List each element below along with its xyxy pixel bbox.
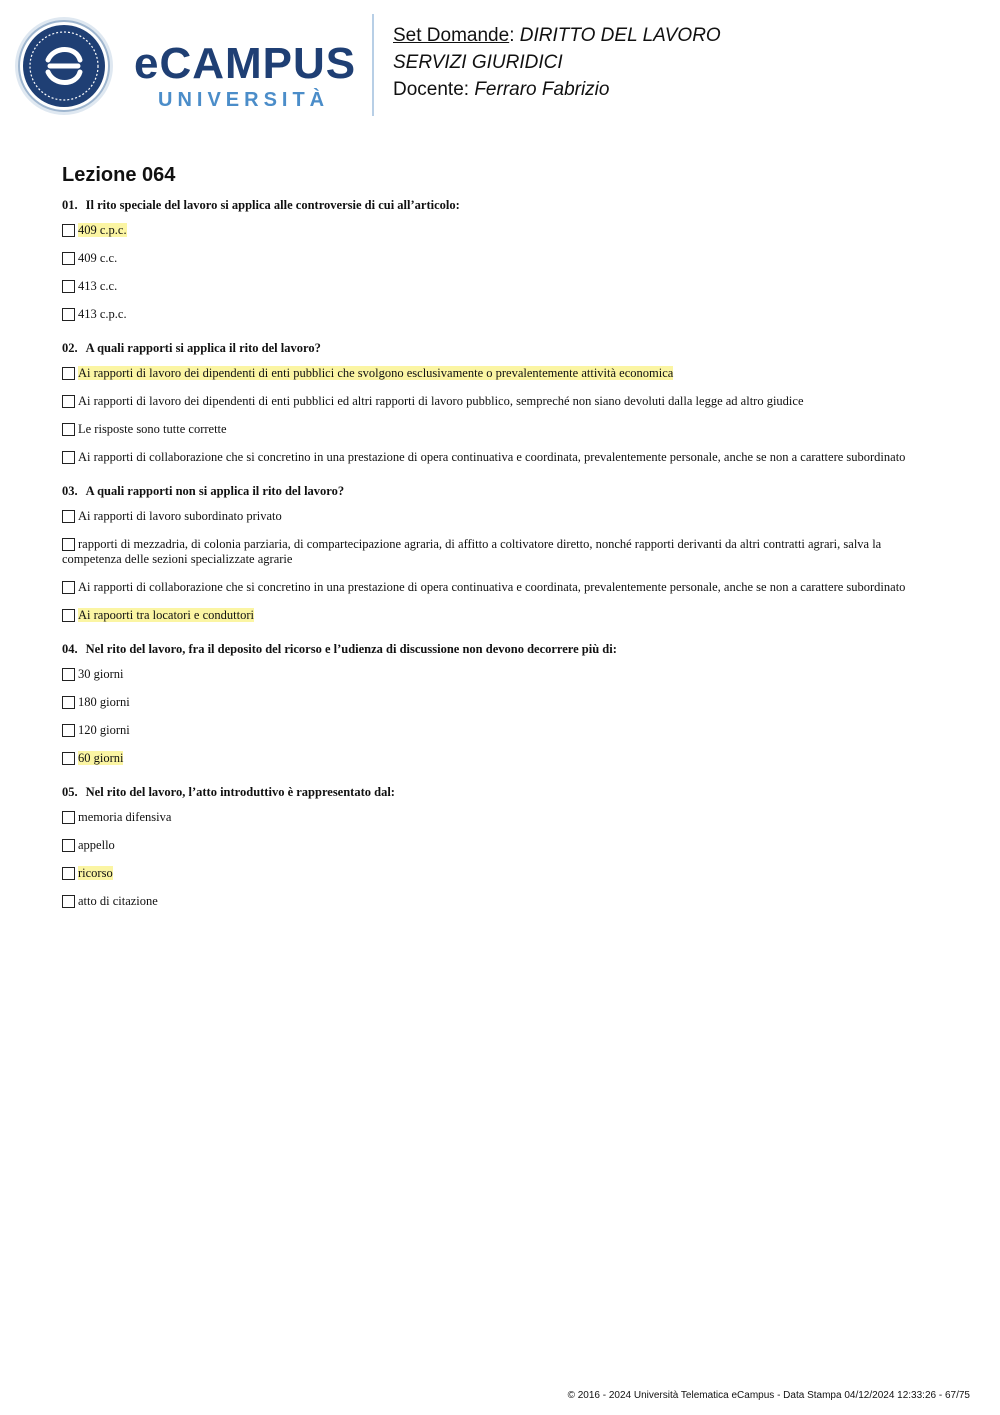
course-line2 bbox=[393, 49, 721, 76]
answer-label: 30 giorni bbox=[78, 667, 124, 681]
answer-label: Le risposte sono tutte corrette bbox=[78, 422, 227, 436]
answer-checkbox[interactable] bbox=[62, 451, 75, 464]
brand-subtitle: UNIVERSITÀ bbox=[158, 89, 330, 111]
question-number: 03. bbox=[62, 484, 78, 498]
page-footer: © 2016 - 2024 Università Telematica eCampus - Data Stampa 04/12/2024 12:33:26 - 67/75 bbox=[567, 1390, 970, 1401]
answer-checkbox[interactable] bbox=[62, 224, 75, 237]
answer-option bbox=[62, 810, 942, 825]
question-number: 04. bbox=[62, 642, 78, 656]
question-text bbox=[62, 483, 942, 499]
header-divider bbox=[372, 14, 374, 116]
question-label: Nel rito del lavoro, fra il deposito del ricorso e l’udienza di discussione non devono decorrere più di: bbox=[85, 642, 617, 656]
answer-checkbox[interactable] bbox=[62, 581, 75, 594]
answer-checkbox[interactable] bbox=[62, 752, 75, 765]
answer-checkbox[interactable] bbox=[62, 367, 75, 380]
answer-label: 413 c.p.c. bbox=[78, 307, 127, 321]
set-label: Set Domande bbox=[393, 25, 510, 46]
question-label: A quali rapporti non si applica il rito del lavoro? bbox=[85, 484, 345, 498]
answer-label: 409 c.p.c. bbox=[78, 223, 127, 237]
answer-option bbox=[62, 667, 942, 682]
answer-label: rapporti di mezzadria, di colonia parziaria, di compartecipazione agraria, di affitto a coltivatore diretto, nonché rapporti derivanti da altri contratti agrari, salva la competenza delle sezioni specializzate agrarie bbox=[62, 537, 882, 566]
answer-label: appello bbox=[78, 838, 115, 852]
answer-option bbox=[62, 509, 942, 524]
answer-checkbox[interactable] bbox=[62, 395, 75, 408]
question bbox=[62, 483, 942, 623]
question bbox=[62, 197, 942, 322]
answer-checkbox[interactable] bbox=[62, 609, 75, 622]
answer-checkbox[interactable] bbox=[62, 867, 75, 880]
answer-label: Ai rapoorti tra locatori e conduttori bbox=[78, 608, 254, 622]
question-label: Il rito speciale del lavoro si applica alle controversie di cui all’articolo: bbox=[85, 198, 460, 212]
answer-checkbox[interactable] bbox=[62, 668, 75, 681]
question-number: 05. bbox=[62, 785, 78, 799]
header-info bbox=[393, 22, 721, 103]
answer-checkbox[interactable] bbox=[62, 538, 75, 551]
question-text bbox=[62, 641, 942, 657]
answer-label: 413 c.c. bbox=[78, 279, 118, 293]
answer-checkbox[interactable] bbox=[62, 724, 75, 737]
answer-label: Ai rapporti di lavoro subordinato privato bbox=[78, 509, 282, 523]
question bbox=[62, 641, 942, 766]
course-name-line2: SERVIZI GIURIDICI bbox=[393, 52, 563, 73]
answer-label: Ai rapporti di collaborazione che si concretino in una prestazione di opera continuativa e coordinata, prevalentemente personale, anche se non a carattere subordinato bbox=[78, 450, 906, 464]
question-number: 01. bbox=[62, 198, 78, 212]
teacher-label: Docente: bbox=[393, 79, 470, 100]
answer-checkbox[interactable] bbox=[62, 308, 75, 321]
answer-checkbox[interactable] bbox=[62, 280, 75, 293]
answer-label: 180 giorni bbox=[78, 695, 130, 709]
answer-option bbox=[62, 251, 942, 266]
brand-name: eCAMPUS bbox=[134, 39, 357, 88]
answer-checkbox[interactable] bbox=[62, 895, 75, 908]
answer-label: ricorso bbox=[78, 866, 113, 880]
answer-option-correct bbox=[62, 223, 942, 238]
set-separator: : bbox=[509, 25, 515, 46]
answer-option bbox=[62, 723, 942, 738]
answer-option bbox=[62, 307, 942, 322]
teacher-name: Ferraro Fabrizio bbox=[474, 79, 610, 100]
university-seal-logo bbox=[14, 16, 114, 116]
lesson-title: Lezione 064 bbox=[62, 164, 176, 186]
question-label: Nel rito del lavoro, l’atto introduttivo è rappresentato dal: bbox=[85, 785, 395, 799]
answer-option bbox=[62, 580, 942, 595]
answer-option-correct bbox=[62, 366, 942, 381]
answer-option bbox=[62, 695, 942, 710]
question bbox=[62, 340, 942, 465]
question bbox=[62, 784, 942, 909]
question-text bbox=[62, 784, 942, 800]
question-number: 02. bbox=[62, 341, 78, 355]
answer-label: atto di citazione bbox=[78, 894, 158, 908]
answer-option-correct bbox=[62, 751, 942, 766]
answer-checkbox[interactable] bbox=[62, 252, 75, 265]
question-label: A quali rapporti si applica il rito del lavoro? bbox=[85, 341, 321, 355]
answer-option bbox=[62, 450, 942, 465]
question-text bbox=[62, 197, 942, 213]
answer-label: 60 giorni bbox=[78, 751, 124, 765]
answer-option bbox=[62, 394, 942, 409]
answer-option-correct bbox=[62, 866, 942, 881]
answer-option bbox=[62, 894, 942, 909]
answer-label: Ai rapporti di collaborazione che si concretino in una prestazione di opera continuativa e coordinata, prevalentemente personale, anche se non a carattere subordinato bbox=[78, 580, 906, 594]
answer-option bbox=[62, 537, 942, 567]
answer-option-correct bbox=[62, 608, 942, 623]
set-line bbox=[393, 22, 721, 49]
answer-label: Ai rapporti di lavoro dei dipendenti di enti pubblici che svolgono esclusivamente o prevalentemente attività economica bbox=[78, 366, 674, 380]
answer-checkbox[interactable] bbox=[62, 510, 75, 523]
answer-option bbox=[62, 422, 942, 437]
brand-logo bbox=[134, 40, 358, 112]
answer-label: Ai rapporti di lavoro dei dipendenti di enti pubblici ed altri rapporti di lavoro pubblico, sempreché non siano devoluti dalla legge ad altro giudice bbox=[78, 394, 804, 408]
answer-label: 409 c.c. bbox=[78, 251, 118, 265]
question-list bbox=[62, 197, 942, 909]
page-header bbox=[0, 0, 1000, 130]
answer-checkbox[interactable] bbox=[62, 811, 75, 824]
answer-label: memoria difensiva bbox=[78, 810, 172, 824]
course-name: DIRITTO DEL LAVORO bbox=[519, 25, 721, 46]
answer-checkbox[interactable] bbox=[62, 839, 75, 852]
answer-checkbox[interactable] bbox=[62, 423, 75, 436]
answer-label: 120 giorni bbox=[78, 723, 130, 737]
teacher-line bbox=[393, 76, 721, 103]
answer-option bbox=[62, 279, 942, 294]
answer-checkbox[interactable] bbox=[62, 696, 75, 709]
page-content bbox=[62, 162, 942, 927]
question-text bbox=[62, 340, 942, 356]
answer-option bbox=[62, 838, 942, 853]
